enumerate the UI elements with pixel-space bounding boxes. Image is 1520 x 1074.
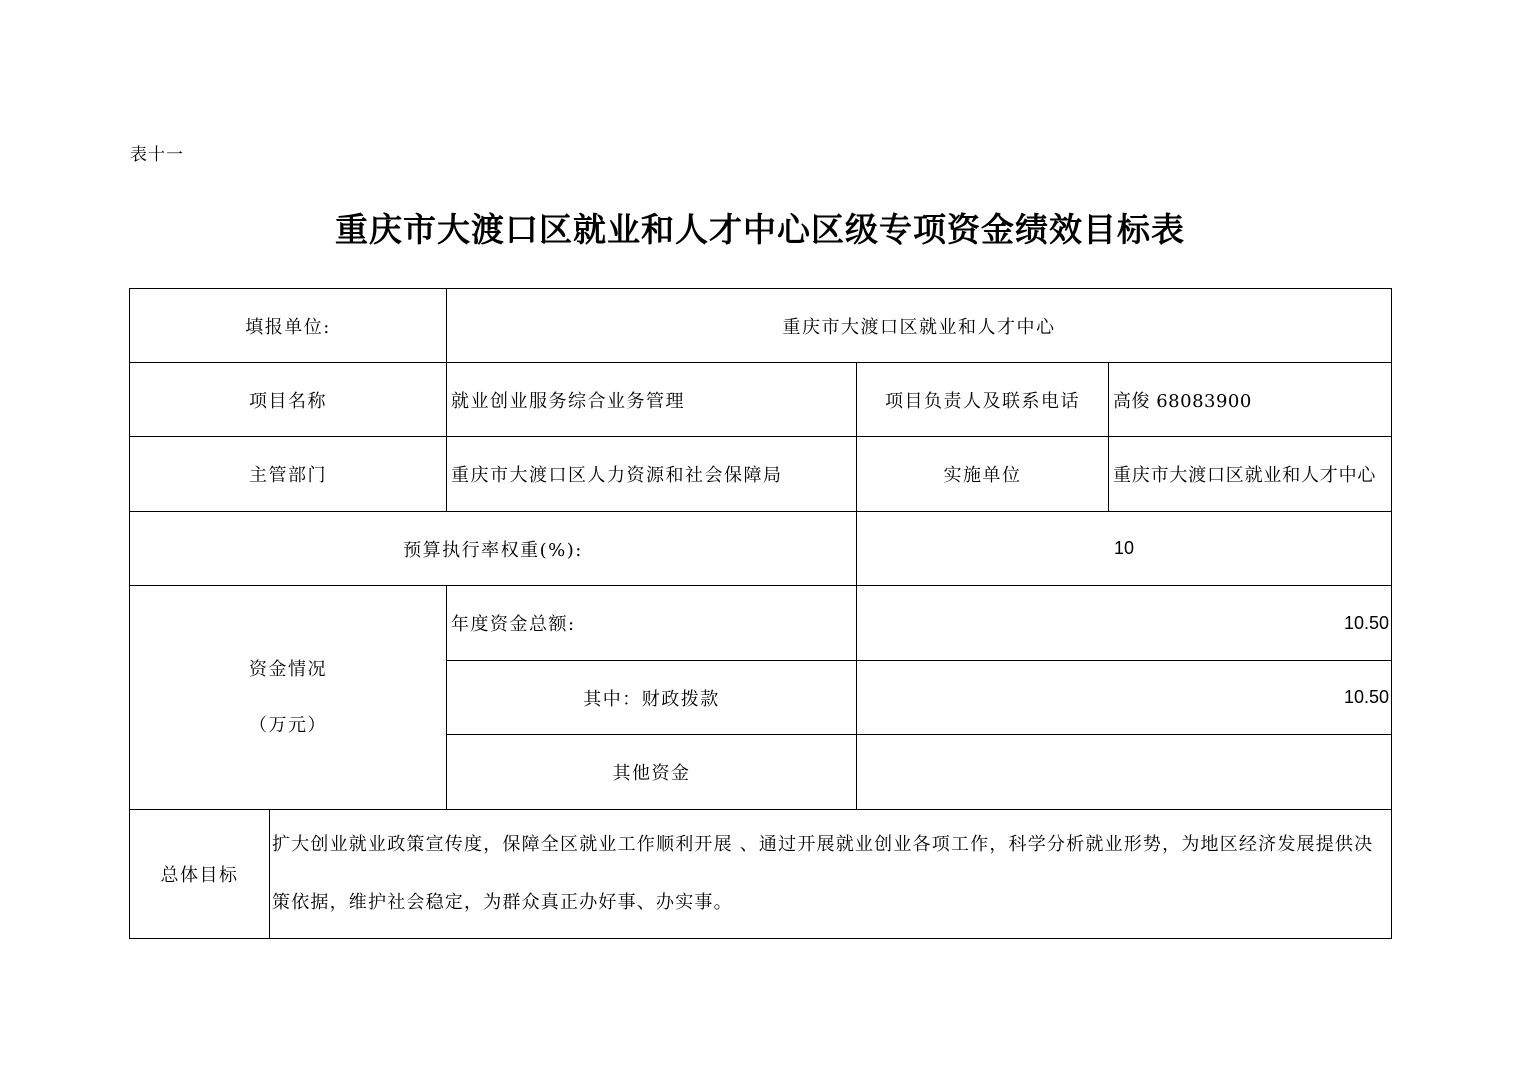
other-label-cell: [446, 734, 857, 810]
unit-value: 重庆市大渡口区就业和人才中心: [782, 316, 1056, 338]
funds-label-line2: （万元）: [249, 714, 327, 736]
contact-label-cell: [856, 362, 1109, 437]
impl-value: 重庆市大渡口区就业和人才中心: [1113, 465, 1377, 486]
project-name-label-cell: [129, 362, 447, 437]
project-name-value: 就业创业服务综合业务管理: [451, 390, 685, 412]
unit-label-cell: [129, 288, 447, 363]
contact-value: 高俊 68083900: [1113, 390, 1252, 412]
budget-weight-value-cell: [856, 511, 1392, 586]
unit-label: 填报单位:: [245, 316, 331, 338]
annual-total-value: 10.50: [1343, 612, 1389, 633]
other-value-cell: [856, 734, 1392, 810]
dept-value-cell: [446, 436, 857, 512]
dept-label: 主管部门: [249, 465, 327, 486]
goal-value: 扩大创业就业政策宣传度，保障全区就业工作顺利开展 、通过开展就业创业各项工作，科学分析就业形势，为地区经济发展提供决策依据，维护社会稳定，为群众真正办好事、办实事。: [272, 834, 1374, 913]
unit-value-cell: [446, 288, 1392, 363]
impl-label: 实施单位: [943, 465, 1022, 486]
goal-label: 总体目标: [160, 865, 239, 886]
project-name-label: 项目名称: [249, 390, 327, 412]
funds-label-cell: [129, 585, 447, 810]
funds-label-line1: 资金情况: [249, 658, 327, 680]
page-title: 重庆市大渡口区就业和人才中心区级专项资金绩效目标表: [335, 210, 1185, 249]
dept-value: 重庆市大渡口区人力资源和社会保障局: [451, 465, 783, 486]
fiscal-label: 其中：财政拨款: [583, 688, 720, 710]
budget-weight-label-cell: [129, 511, 857, 586]
goal-value-cell: [269, 809, 1392, 939]
budget-weight-label: 预算执行率权重(%):: [403, 539, 583, 561]
dept-label-cell: [129, 436, 447, 512]
annual-total-label-cell: [446, 585, 857, 661]
impl-label-cell: [856, 436, 1109, 512]
contact-value-cell: [1108, 362, 1392, 437]
other-label: 其他资金: [612, 763, 691, 784]
table-label: 表十一: [130, 145, 184, 165]
goal-label-cell: [129, 809, 270, 939]
project-name-value-cell: [446, 362, 857, 437]
impl-value-cell: [1108, 436, 1392, 512]
fiscal-value: 10.50: [1343, 687, 1389, 707]
contact-label: 项目负责人及联系电话: [885, 390, 1080, 412]
annual-total-value-cell: [856, 585, 1392, 661]
fiscal-label-cell: [446, 660, 857, 735]
budget-weight-value: 10: [1113, 538, 1135, 558]
fiscal-value-cell: [856, 660, 1392, 735]
annual-total-label: 年度资金总额:: [451, 614, 576, 635]
